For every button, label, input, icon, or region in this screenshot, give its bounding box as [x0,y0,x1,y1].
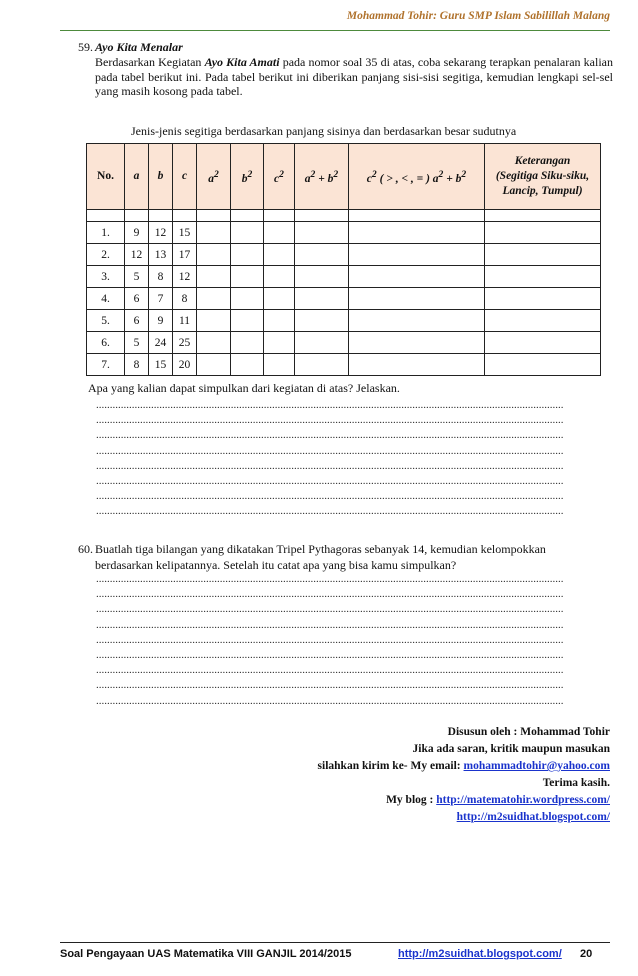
cell-b: 7 [149,288,173,310]
table-cell [485,210,601,222]
table-row [87,266,601,288]
empty-cell[interactable] [264,266,295,288]
table-row [87,332,601,354]
cell-b: 12 [149,222,173,244]
empty-cell[interactable] [349,266,485,288]
header-b-squared [231,144,264,210]
answer-line[interactable]: .......................................................................................................................................................................... [96,679,564,692]
empty-cell[interactable] [231,354,264,376]
empty-cell[interactable] [231,244,264,266]
cell-a: 5 [125,266,149,288]
table-cell [295,210,349,222]
header-keterangan-line: (Segitiga Siku-siku, [495,170,590,182]
empty-cell[interactable] [231,310,264,332]
empty-cell[interactable] [485,288,601,310]
empty-cell[interactable] [264,244,295,266]
table-cell [349,210,485,222]
header-c-squared [264,144,295,210]
empty-cell[interactable] [197,288,231,310]
cell-no: 7. [87,354,125,376]
table-cell [149,210,173,222]
answer-line[interactable]: .......................................................................................................................................................................... [96,618,564,631]
answer-line[interactable]: .......................................................................................................................................................................... [96,414,564,427]
cell-b: 8 [149,266,173,288]
empty-cell[interactable] [197,332,231,354]
answer-line[interactable]: .......................................................................................................................................................................... [96,490,564,503]
cell-a: 12 [125,244,149,266]
answer-line[interactable]: .......................................................................................................................................................................... [96,573,564,585]
cell-no: 4. [87,288,125,310]
answer-line[interactable]: .......................................................................................................................................................................... [96,429,564,442]
answer-line[interactable]: .......................................................................................................................................................................... [96,459,564,472]
header-keterangan-line: Lancip, Tumpul) [502,185,583,197]
empty-cell[interactable] [485,310,601,332]
cell-no: 1. [87,222,125,244]
answer-line[interactable]: .......................................................................................................................................................................... [96,664,564,677]
empty-cell[interactable] [197,310,231,332]
empty-cell[interactable] [231,288,264,310]
empty-cell[interactable] [295,288,349,310]
page-number: 20 [580,948,593,960]
question-59-text-emphasis: Ayo Kita Amati [204,55,280,69]
footer-link[interactable]: http://m2suidhat.blogspot.com/ [398,948,562,960]
empty-cell[interactable] [264,288,295,310]
blog-link-blogspot[interactable]: http://m2suidhat.blogspot.com/ [456,811,610,823]
header-keterangan-line: Keterangan [514,155,571,167]
answer-line[interactable]: .......................................................................................................................................................................... [96,505,564,518]
header-base: c [366,172,372,185]
table-cell [264,210,295,222]
header-exponent: 2 [371,168,377,180]
header-base: b [327,172,334,185]
footer-divider [60,942,610,943]
table-header-row [87,144,601,210]
empty-cell[interactable] [231,332,264,354]
cell-a: 5 [125,332,149,354]
cell-c: 8 [173,288,197,310]
page-header-title: Mohammad Tohir: Guru SMP Islam Sabilillah Malang [346,10,610,22]
answer-line[interactable]: .......................................................................................................................................................................... [96,588,564,601]
triangle-table [86,143,601,376]
empty-cell[interactable] [264,310,295,332]
question-59-text-part: pada nomor soal 35 di atas, coba sekarang terapkan penalaran kalian pada tabel berikut ini. Pada tabel berikut ini diberikan panjang sisi-sisi segitiga, kemudian lengkapi sel-sel yang masih kosong pada tabel. [95,55,613,99]
cell-c: 20 [173,354,197,376]
empty-cell[interactable] [349,244,485,266]
empty-cell[interactable] [349,354,485,376]
email-link[interactable]: mohammadtohir@yahoo.com [463,760,610,772]
cell-no: 6. [87,332,125,354]
cell-c: 11 [173,310,197,332]
header-b: b [149,144,173,210]
header-base: c [274,172,280,185]
blog-prefix: My blog : [386,794,437,806]
signature-blog-line [318,809,610,826]
signature-line: Jika ada saran, kritik maupun masukan [412,743,610,755]
answer-line[interactable]: .......................................................................................................................................................................... [96,633,564,646]
header-divider [60,30,610,31]
header-base: a [432,172,439,185]
header-exponent: 2 [279,168,284,180]
footer-title: Soal Pengayaan UAS Matematika VIII GANJIL 2014/2015 [60,948,352,960]
cell-c: 15 [173,222,197,244]
empty-cell[interactable] [295,332,349,354]
empty-cell[interactable] [295,310,349,332]
cell-a: 8 [125,354,149,376]
header-exponent: 2 [438,168,444,180]
answer-line[interactable]: .......................................................................................................................................................................... [96,603,564,616]
table-cell [125,210,149,222]
table-spacer-row [87,210,601,222]
empty-cell[interactable] [197,244,231,266]
empty-cell[interactable] [349,222,485,244]
author-signature [318,724,610,826]
empty-cell[interactable] [295,244,349,266]
answer-line[interactable]: .......................................................................................................................................................................... [96,694,564,707]
empty-cell[interactable] [349,332,485,354]
empty-cell[interactable] [197,266,231,288]
cell-b: 9 [149,310,173,332]
empty-cell[interactable] [349,310,485,332]
blog-link-wordpress[interactable]: http://matematohir.wordpress.com/ [436,794,610,806]
empty-cell[interactable] [485,266,601,288]
cell-b: 15 [149,354,173,376]
header-sum-squares [295,144,349,210]
empty-cell[interactable] [295,222,349,244]
signature-email-line [318,758,610,775]
empty-cell[interactable] [264,222,295,244]
empty-cell[interactable] [197,354,231,376]
signature-line: Disusun oleh : Mohammad Tohir [447,726,610,738]
signature-blog-line [318,792,610,809]
header-a: a [125,144,149,210]
empty-cell[interactable] [197,222,231,244]
cell-no: 2. [87,244,125,266]
empty-cell[interactable] [264,332,295,354]
header-exponent: 2 [213,168,219,180]
table-cell [173,210,197,222]
table-row [87,222,601,244]
empty-cell[interactable] [485,244,601,266]
table-cell [231,210,264,222]
header-a-squared [197,144,231,210]
header-c: c [173,144,197,210]
header-comparison [349,144,485,210]
header-operator: + [443,172,456,185]
empty-cell[interactable] [295,266,349,288]
header-keterangan [485,144,601,210]
question-60-number: 60. [78,542,93,556]
header-exponent: 2 [461,168,467,180]
empty-cell[interactable] [231,222,264,244]
cell-c: 17 [173,244,197,266]
table-row [87,354,601,376]
cell-a: 6 [125,310,149,332]
header-base: b [455,172,462,185]
table-cell [197,210,231,222]
empty-cell[interactable] [264,354,295,376]
cell-a: 9 [125,222,149,244]
signature-line: Terima kasih. [542,777,610,789]
header-no: No. [87,144,125,210]
header-exponent: 2 [247,168,253,180]
empty-cell[interactable] [485,354,601,376]
question-60-text: Buatlah tiga bilangan yang dikatakan Tripel Pythagoras sebanyak 14, kemudian kelompokkan berdasarkan kelipatannya. Setelah itu catat apa yang bisa kamu simpulkan? [95,542,546,572]
header-base: a [208,172,214,185]
email-prefix: silahkan kirim ke- My email: [317,760,464,772]
empty-cell[interactable] [485,332,601,354]
table-row [87,310,601,332]
header-base: a [304,172,311,185]
cell-a: 6 [125,288,149,310]
answer-line[interactable]: .......................................................................................................................................................................... [96,475,564,487]
cell-b: 24 [149,332,173,354]
header-operator: ( > , < , = ) [376,172,433,185]
answer-line[interactable]: .......................................................................................................................................................................... [96,649,564,661]
table-cell [87,210,125,222]
cell-no: 3. [87,266,125,288]
table-row [87,244,601,266]
header-exponent: 2 [333,168,339,180]
empty-cell[interactable] [349,288,485,310]
question-59-text [95,55,613,99]
question-59-text-part: Berdasarkan Kegiatan [95,55,205,69]
header-operator: + [315,172,328,185]
question-59-number: 59. [78,40,93,54]
conclusion-question: Apa yang kalian dapat simpulkan dari kegiatan di atas? Jelaskan. [88,381,400,395]
empty-cell[interactable] [295,354,349,376]
answer-line[interactable]: .......................................................................................................................................................................... [96,399,564,411]
cell-b: 13 [149,244,173,266]
answer-line[interactable]: .......................................................................................................................................................................... [96,444,564,457]
question-59-title: Ayo Kita Menalar [95,40,183,54]
cell-c: 12 [173,266,197,288]
table-caption: Jenis-jenis segitiga berdasarkan panjang sisinya dan berdasarkan besar sudutnya [131,124,517,138]
cell-no: 5. [87,310,125,332]
header-exponent: 2 [310,168,316,180]
empty-cell[interactable] [231,266,264,288]
table-row [87,288,601,310]
header-base: b [241,172,248,185]
empty-cell[interactable] [485,222,601,244]
cell-c: 25 [173,332,197,354]
